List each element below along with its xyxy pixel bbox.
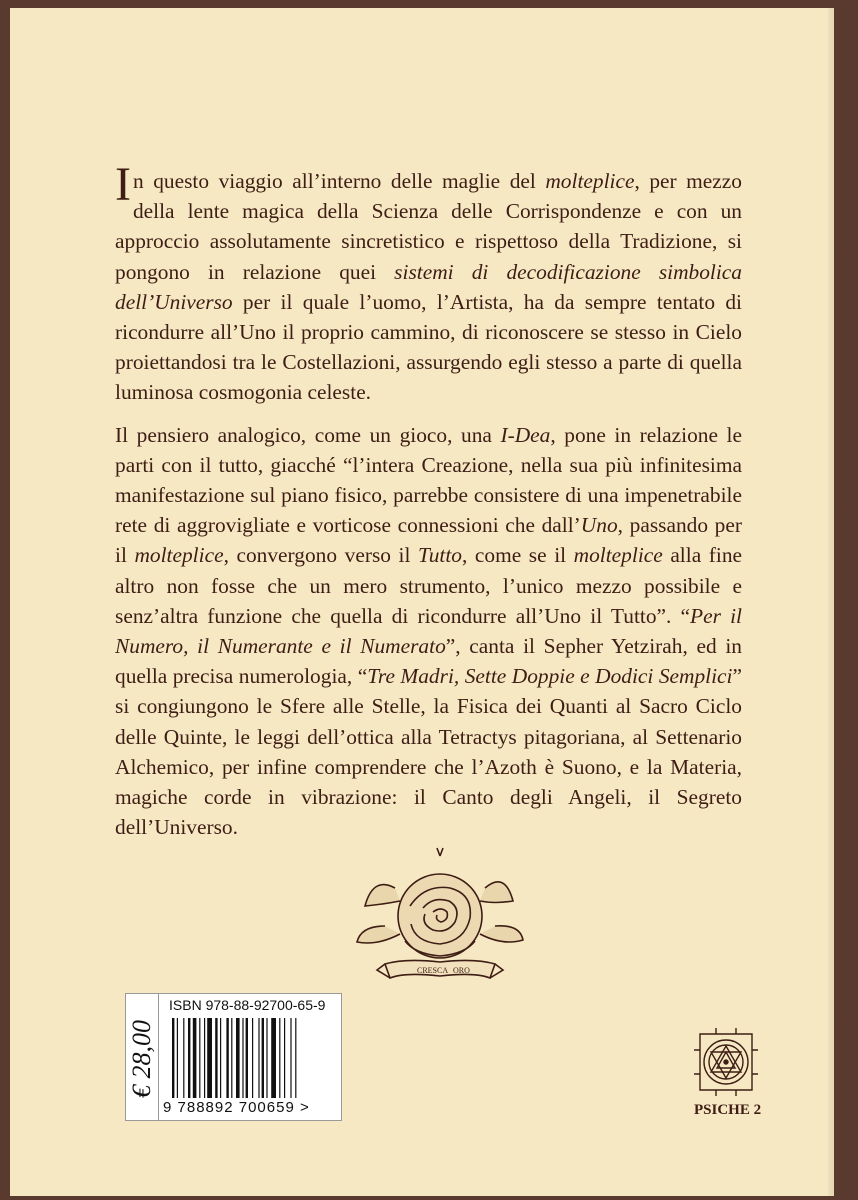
barcode-bar (236, 1018, 240, 1098)
italic-phrase: Tre Madri, Sette Doppie e Dodici Semplici (367, 664, 733, 689)
italic-phrase: Per il Numero, il Numerante e il Numerato (115, 603, 742, 659)
italic-phrase: molteplice (573, 543, 663, 568)
back-cover-blurb (115, 158, 743, 854)
text-run: n questo viaggio all’interno delle maglie del (132, 169, 546, 193)
price-text: € 28,00 (127, 1020, 156, 1098)
barcode-icon (168, 1018, 330, 1098)
barcode-bar (177, 1018, 178, 1098)
text-run: Il pensiero analogico, come un gioco, una (115, 422, 501, 447)
barcode-bar (266, 1018, 267, 1098)
yantra-logo-icon (690, 1026, 762, 1098)
ean-digits: 9 788892 700659 > (163, 1099, 310, 1116)
barcode-bar (183, 1018, 184, 1098)
barcode-bar (242, 1018, 243, 1098)
barcode-bar (207, 1018, 212, 1098)
text-run: , pone in relazione le parti con il tutto, giacché “l’intera Creazione, nella sua più infinitesima manifestazione sul piano fisico, parrebbe consistere di una impenetrabile rete di aggrovigliate e vorticose connessioni che dall’ (115, 422, 742, 538)
publisher-name: PSICHE 2 (694, 1102, 762, 1118)
barcode-bar (271, 1018, 276, 1098)
blurb-paragraph-1 (115, 158, 742, 408)
italic-phrase: molteplice (134, 543, 224, 568)
italic-phrase: sistemi di decodificazione simbolica dell’Universo (115, 259, 742, 314)
barcode-bar (246, 1018, 248, 1098)
book-back-cover (10, 8, 834, 1196)
drop-cap: I (115, 158, 131, 211)
barcode-bar (226, 1018, 228, 1098)
price-label (125, 993, 159, 1121)
text-run: ” si congiungono le Sfere alle Stelle, la Fisica dei Quanti al Sacro Ciclo delle Quinte, le leggi dell’ottica alla Tetractys pitagoriana, al Settenario Alchemico, per infine comprendere che l’Azoth è Suono, e la Materia, magiche corde in vibrazione: il Canto degli Angeli, il Segreto dell’Universo. (115, 664, 742, 840)
barcode-bar (252, 1018, 253, 1098)
barcode-bar (188, 1018, 190, 1098)
text-run: per il quale l’uomo, l’Artista, ha da sempre tentato di ricondurre all’Uno il proprio cammino, di riconoscere se stesso in Cielo proiettandosi tra le Costellazioni, assurgendo egli stesso a parte di quella luminosa cosmogonia celeste. (115, 289, 742, 405)
barcode-bar (295, 1018, 296, 1098)
barcode-bar (284, 1018, 285, 1098)
barcode-bar (231, 1018, 232, 1098)
barcode-bar (220, 1018, 221, 1098)
italic-phrase: Tutto (418, 543, 462, 568)
barcode-bar (279, 1018, 280, 1098)
text-run: ”, canta il Sepher Yetzirah, ed in quella precisa numerologia, “ (115, 634, 742, 689)
isbn-text: ISBN 978-88-92700-65-9 (169, 997, 326, 1013)
barcode-bar (258, 1018, 259, 1098)
barcode-bar (262, 1018, 264, 1098)
text-run: alla fine altro non fosse che un mero strumento, l’unico mezzo possibile e senz’altra funzione che quella di ricondurre all’Uno il Tutto”. “ (115, 543, 743, 628)
motto-right: ORO (453, 966, 470, 975)
blurb-paragraph-2 (115, 420, 742, 843)
barcode-bar (199, 1018, 200, 1098)
barcode-label (158, 993, 342, 1121)
text-run: , come se il (462, 543, 574, 568)
barcode-bar (215, 1018, 217, 1098)
barcode-bar (193, 1018, 197, 1098)
italic-phrase: I-Dea (500, 422, 551, 447)
text-run: , per mezzo della lente magica della Scienza delle Corrispondenze e con un approccio assolutamente sincretistico e rispettoso della Tradizione, si pongono in relazione quei (115, 169, 742, 284)
text-run: , passando per il (115, 513, 742, 568)
barcode-bar (172, 1018, 174, 1098)
barcode-bar (290, 1018, 291, 1098)
barcode-bar (204, 1018, 205, 1098)
motto-left: CRESCA (417, 966, 449, 975)
text-run: , convergono verso il (223, 543, 418, 568)
italic-phrase: molteplice (545, 169, 635, 193)
italic-phrase: Uno (580, 513, 618, 538)
rose-emblem-icon (355, 846, 525, 996)
